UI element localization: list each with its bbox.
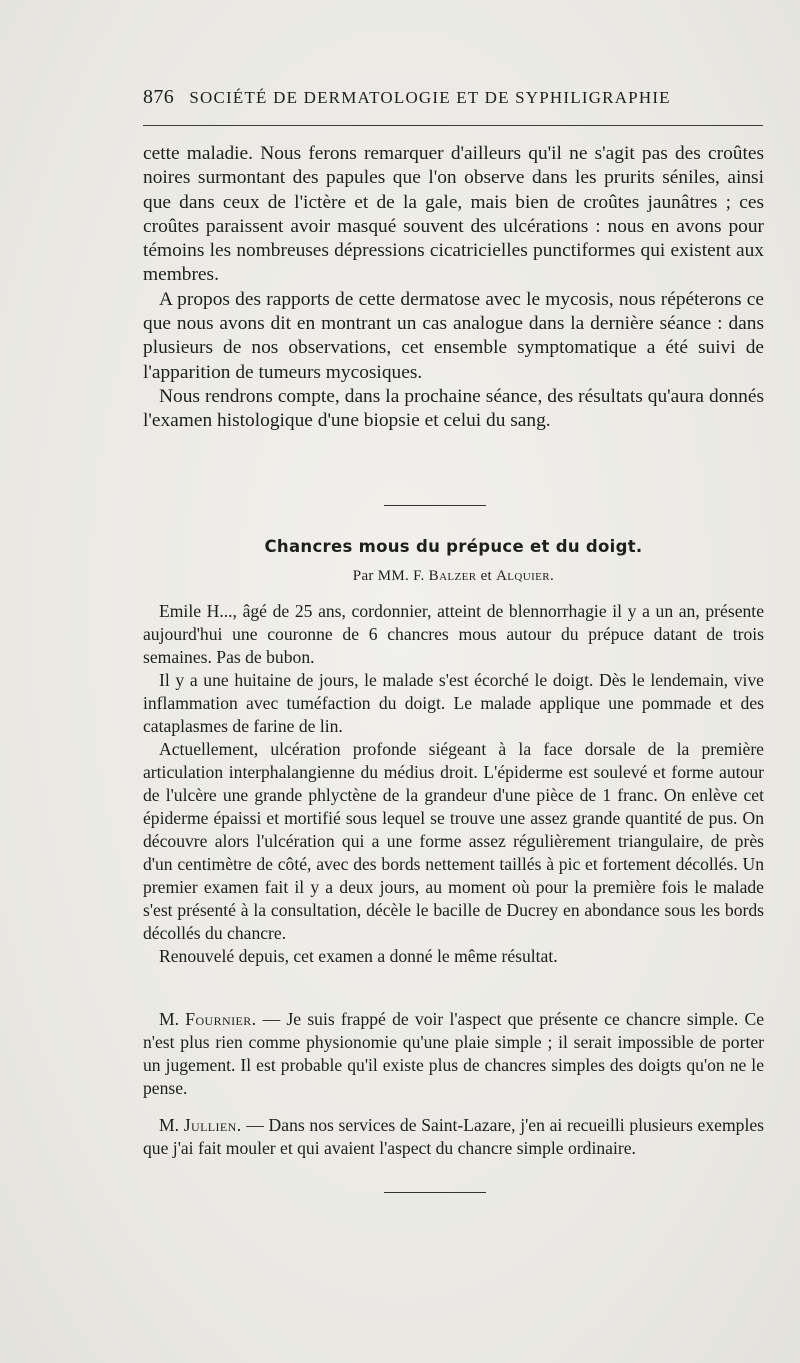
discussion-text	[143, 1008, 764, 1160]
article-title: Chancres mous du prépuce et du doigt.	[264, 537, 643, 556]
paragraph: Actuellement, ulcération profonde siégeant à la face dorsale de la première articulation interphalangienne du médius droit. L'épiderme est soulevé et forme autour de l'ulcère une grande phlyctène de la grandeur d'une pièce de 1 franc. On enlève cet épiderme épaissi et mortifié sous lequel se trouve une assez grande quantité de pus. On découvre alors l'ulcération qui a une forme assez régulièrement triangulaire, de près d'un centimètre de côté, avec des bords nettement taillés à pic et fortement décollés. Un premier examen fait il y a deux jours, au moment où pour la première fois le malade s'est présenté à la consultation, décèle le bacille de Ducrey en abondance sous les bords décollés du chancre.	[143, 739, 764, 943]
paragraph: A propos des rapports de cette dermatose avec le mycosis, nous répéterons ce que nous avons dit en montrant un cas analogue dans la dernière séance : dans plusieurs de nos observations, cet ensemble symptomatique a été suivi de l'apparition de tumeurs mycosiques.	[143, 288, 764, 383]
paragraph: Emile H..., âgé de 25 ans, cordonnier, atteint de blennorrhagie il y a un an, présente aujourd'hui une couronne de 6 chancres mous autour du prépuce datant de trois semaines. Pas de bubon.	[143, 601, 764, 667]
paragraph: Renouvelé depuis, cet examen a donné le même résultat.	[159, 946, 558, 966]
section-divider	[384, 505, 486, 506]
header-rule	[143, 125, 763, 126]
paragraph: Il y a une huitaine de jours, le malade s'est écorché le doigt. Dès le lendemain, vive inflammation avec tuméfaction du doigt. Le malade applique une pommade et des cataplasmes de farine de lin.	[143, 670, 764, 736]
speaker-prefix: M.	[159, 1115, 180, 1135]
author-name: Alquier.	[496, 568, 555, 584]
section-divider	[384, 1192, 486, 1193]
speaker-remark: — Je suis frappé de voir l'aspect que présente ce chancre simple. Ce n'est plus rien comme physionomie qu'une plaie simple ; il serait impossible de porter un jugement. Il est probable qu'il existe plus de chancres simples des doigts qu'on ne le pense.	[143, 1009, 765, 1098]
speaker-prefix: M.	[159, 1009, 180, 1029]
running-header	[143, 86, 763, 109]
speaker-remark: — Dans nos services de Saint-Lazare, j'en ai recueilli plusieurs exemples que j'ai fait mouler et qui avaient l'aspect du chancre simple ordinaire.	[143, 1115, 765, 1158]
discussion-paragraph	[143, 1008, 764, 1100]
discussion-paragraph	[143, 1114, 764, 1160]
case-report-text	[143, 600, 764, 968]
paragraph: Nous rendrons compte, dans la prochaine séance, des résultats qu'aura donnés l'examen histologique d'une biopsie et celui du sang.	[143, 385, 764, 432]
article-byline	[143, 568, 764, 585]
continued-article-text	[143, 142, 764, 434]
running-title: SOCIÉTÉ DE DERMATOLOGIE ET DE SYPHILIGRAPHIE	[189, 88, 671, 107]
paragraph: cette maladie. Nous ferons remarquer d'ailleurs qu'il ne s'agit pas des croûtes noires surmontant des papules que l'on observe dans les prurits séniles, ainsi que dans ceux de l'ictère et de la gale, mais bien de croûtes jaunâtres ; ces croûtes paraissent avoir masqué souvent des ulcérations : nous en avons pour témoins les nombreuses dépressions cicatricielles punctiformes qui existent aux membres.	[143, 143, 764, 286]
speaker-name: Jullien.	[183, 1115, 242, 1135]
byline-prefix: Par MM. F.	[352, 568, 425, 584]
page-number: 876	[143, 86, 175, 108]
author-name: Balzer	[428, 568, 477, 584]
speaker-name: Fournier.	[185, 1009, 257, 1029]
byline-conjunction: et	[480, 568, 493, 584]
